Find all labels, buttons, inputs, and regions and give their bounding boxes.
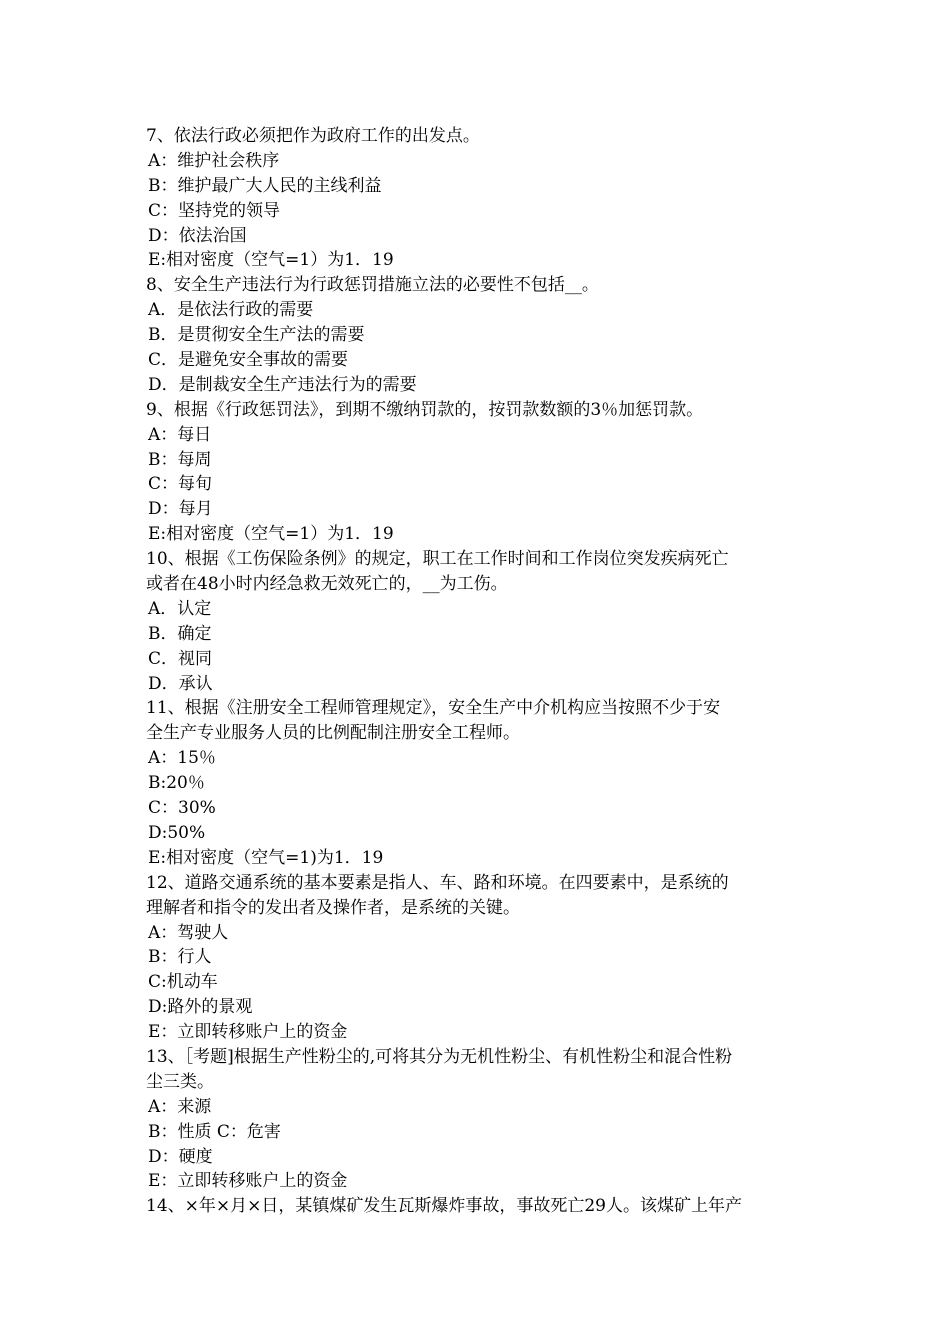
- question-block: [146, 547, 810, 696]
- answer-option: E:相对密度（空气=1）为1．19: [148, 250, 394, 271]
- question-block: [146, 1194, 810, 1219]
- answer-option: C．是避免安全事故的需要: [148, 350, 349, 371]
- question-stem-line: 理解者和指令的发出者及操作者，是系统的关键。: [146, 897, 520, 918]
- answer-option: B：行人: [148, 947, 212, 968]
- question-block: [146, 273, 810, 397]
- answer-option: A：驾驶人: [148, 922, 229, 943]
- question-block: [146, 1045, 810, 1194]
- answer-option: D:路外的景观: [148, 997, 253, 1018]
- answer-option: C:机动车: [148, 972, 218, 993]
- answer-option: E:相对密度（空气=1)为1．19: [148, 847, 384, 868]
- question-stem-line: 11、根据《注册安全工程师管理规定》，安全生产中介机构应当按照不少于安: [146, 698, 721, 719]
- answer-option: D：依法治国: [148, 225, 247, 246]
- answer-option: D．是制裁安全生产违法行为的需要: [148, 374, 417, 395]
- question-stem-line: 8、安全生产违法行为行政惩罚措施立法的必要性不包括__。: [146, 275, 599, 296]
- answer-option: A：每日: [148, 424, 212, 445]
- answer-option: B：性质 C：危害: [148, 1121, 281, 1142]
- answer-option: C：30%: [148, 798, 216, 819]
- answer-option: C：坚持党的领导: [148, 200, 281, 221]
- answer-option: A：15％: [148, 748, 216, 769]
- answer-option: D．承认: [148, 673, 213, 694]
- answer-option: D：硬度: [148, 1146, 213, 1167]
- answer-option: B．确定: [148, 623, 212, 644]
- question-stem-line: 或者在48小时内经急救无效死亡的，__为工伤。: [146, 574, 508, 595]
- question-stem-line: 13、［考题]根据生产性粉尘的,可将其分为无机性粉尘、有机性粉尘和混合性粉: [146, 1046, 733, 1067]
- question-stem-line: 12、道路交通系统的基本要素是指人、车、路和环境。在四要素中，是系统的: [146, 872, 729, 893]
- question-stem-line: 尘三类。: [146, 1071, 214, 1092]
- answer-option: A：维护社会秩序: [148, 150, 280, 171]
- answer-option: B:20％: [148, 773, 205, 794]
- answer-option: A．认定: [148, 598, 212, 619]
- question-stem-line: 7、依法行政必须把作为政府工作的出发点。: [146, 126, 480, 146]
- answer-option: D:50%: [148, 822, 206, 843]
- question-block: [146, 398, 810, 547]
- question-stem-line: 10、根据《工伤保险条例》的规定，职工在工作时间和工作岗位突发疾病死亡: [146, 549, 729, 570]
- question-list: [146, 124, 810, 1219]
- question-block: [146, 696, 810, 870]
- answer-option: A：来源: [148, 1096, 212, 1117]
- question-stem-line: 全生产专业服务人员的比例配制注册安全工程师。: [146, 723, 520, 744]
- answer-option: B：每周: [148, 449, 212, 470]
- answer-option: E：立即转移账户上的资金: [148, 1171, 348, 1192]
- answer-option: C：每旬: [148, 474, 213, 495]
- answer-option: E:相对密度（空气=1）为1．19: [148, 524, 394, 545]
- answer-option: E：立即转移账户上的资金: [148, 1022, 348, 1043]
- answer-option: A．是依法行政的需要: [148, 300, 314, 321]
- answer-option: C．视同: [148, 648, 213, 669]
- answer-option: B．是贯彻安全生产法的需要: [148, 325, 365, 346]
- answer-option: D：每月: [148, 499, 213, 520]
- question-block: [146, 871, 810, 1045]
- question-stem-line: 14、×年×月×日，某镇煤矿发生瓦斯爆炸事故，事故死亡29人。该煤矿上年产: [146, 1196, 742, 1217]
- answer-option: B：维护最广大人民的主线利益: [148, 175, 382, 196]
- question-stem-line: 9、根据《行政惩罚法》，到期不缴纳罚款的，按罚款数额的3％加惩罚款。: [146, 399, 704, 420]
- question-block: [146, 124, 810, 273]
